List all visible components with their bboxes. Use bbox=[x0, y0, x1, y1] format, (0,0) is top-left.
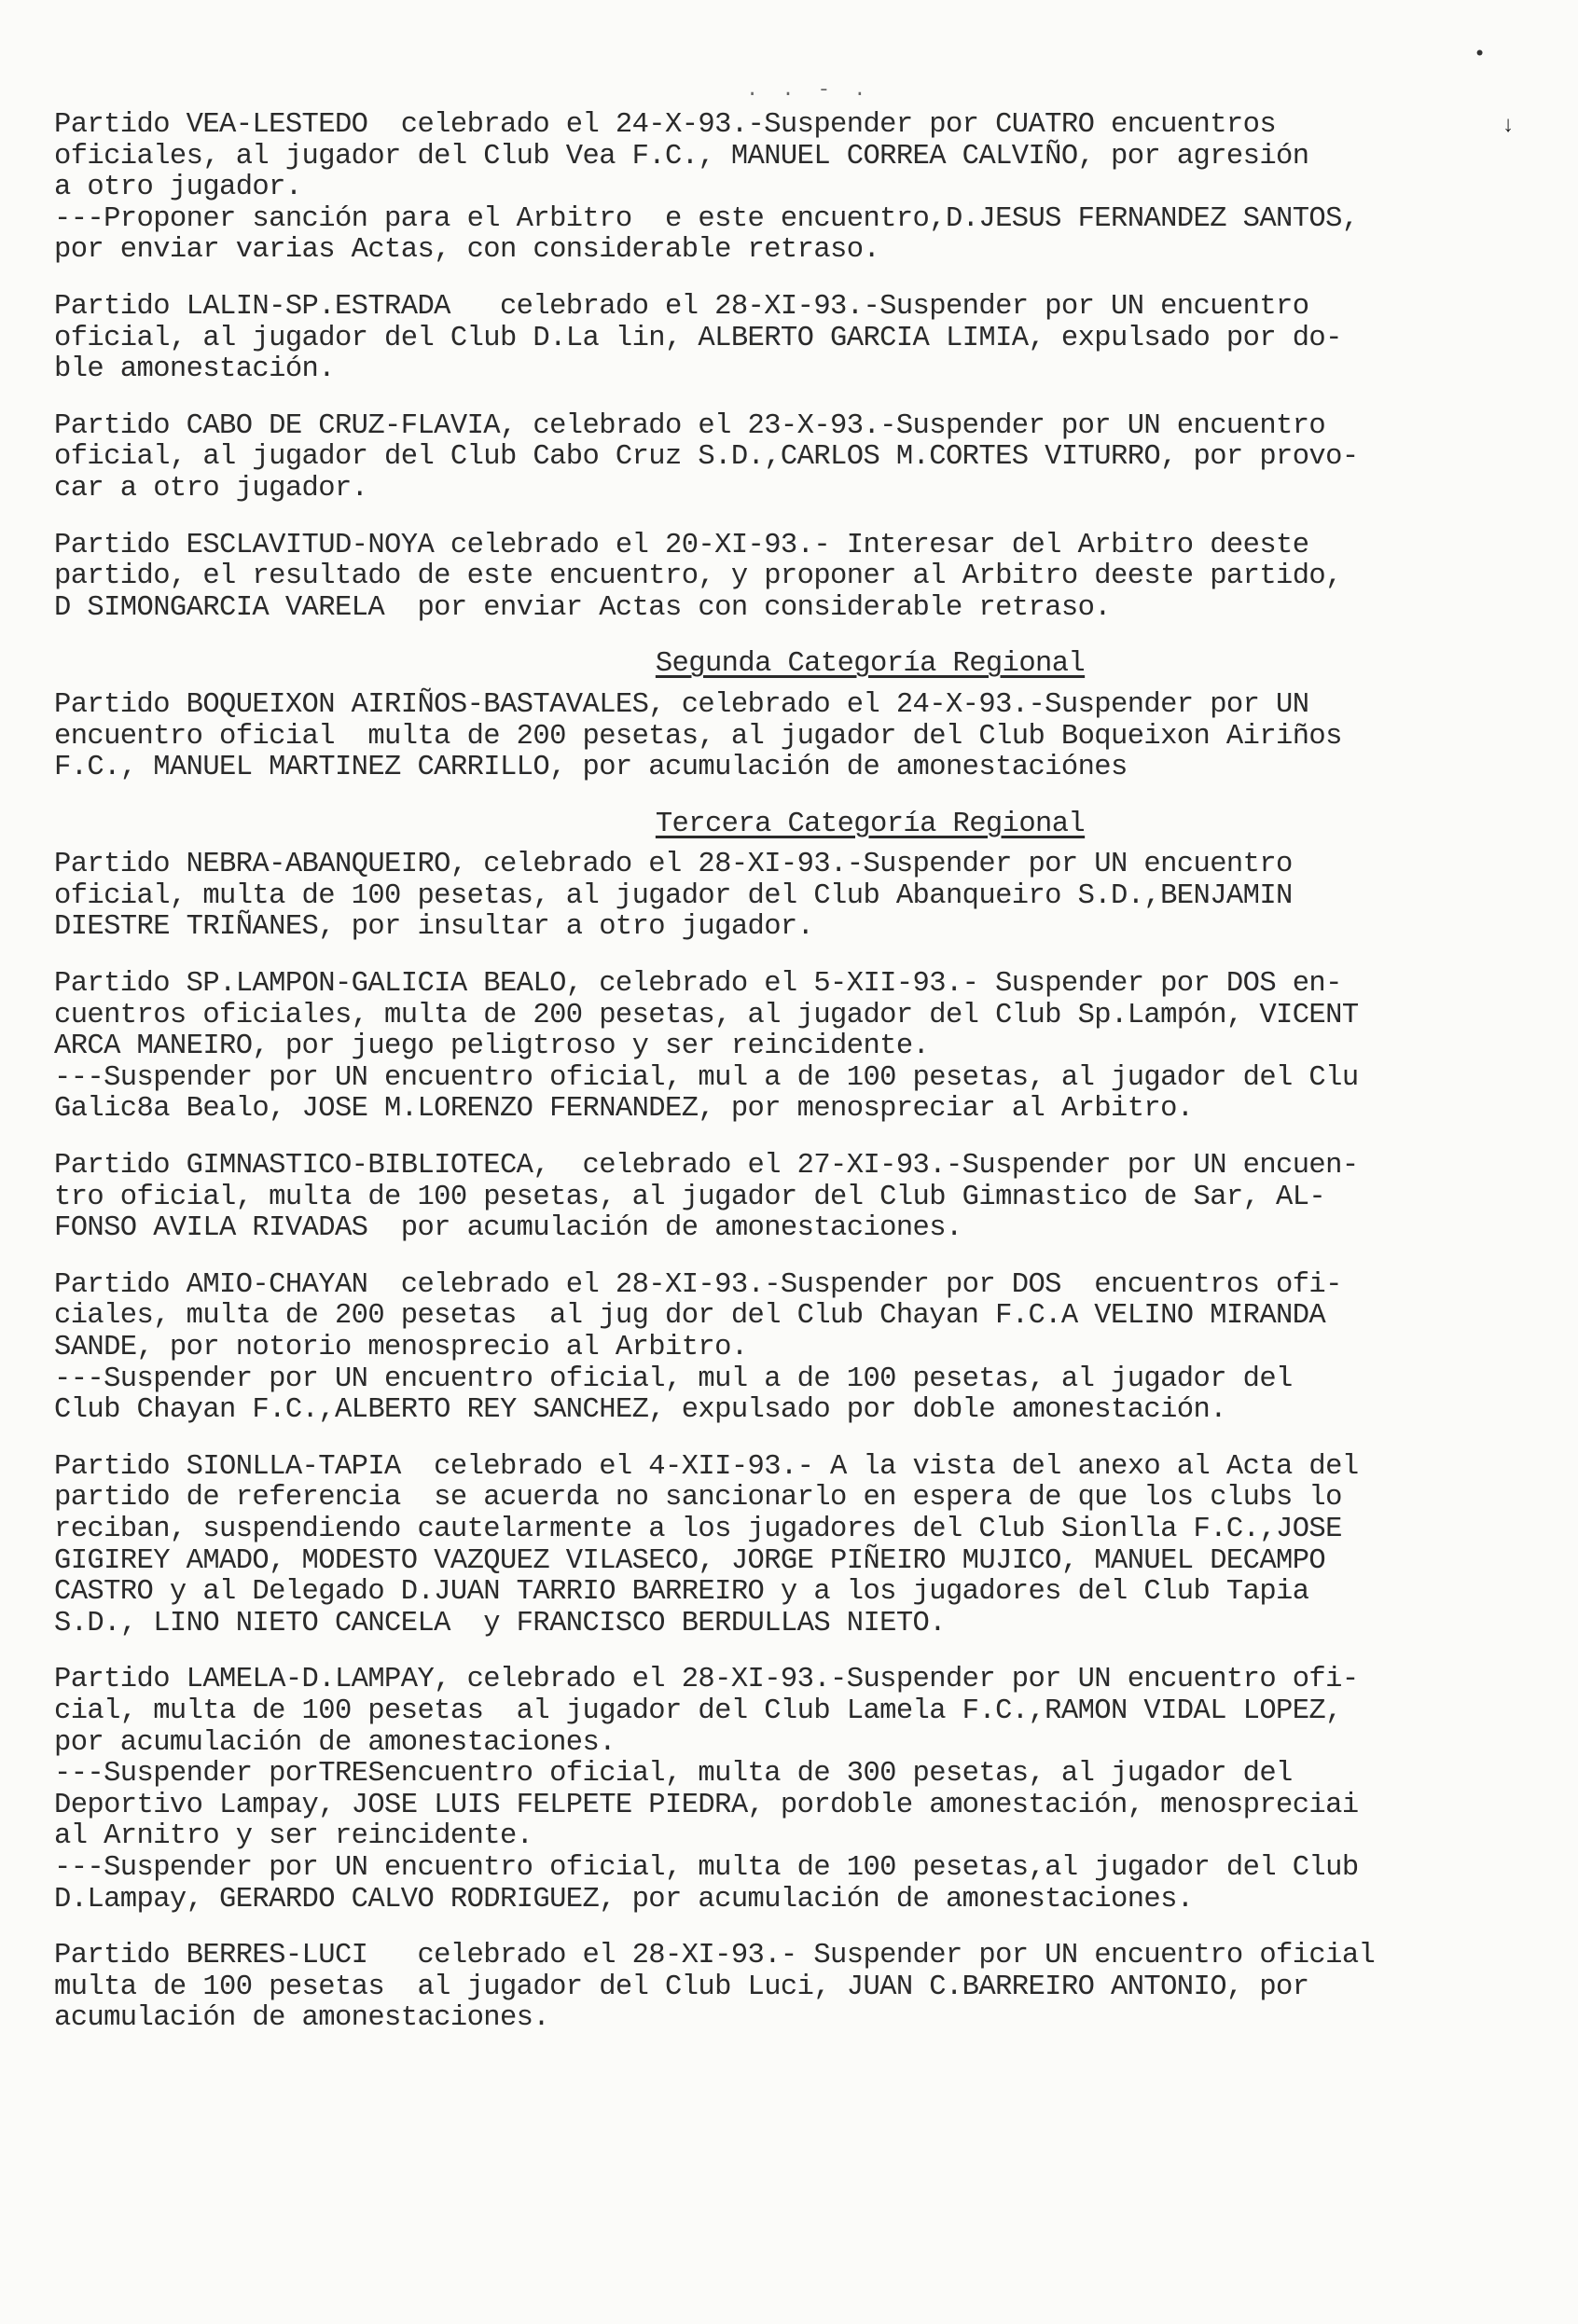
text-line: oficiales, al jugador del Club Vea F.C., MANUEL CORREA CALVIÑO, por agresión bbox=[54, 140, 1309, 173]
text-line: D.Lampay, GERARDO CALVO RODRIGUEZ, por acumulación de amonestaciones. bbox=[54, 1883, 1194, 1916]
text-line: ble amonestación. bbox=[54, 353, 335, 386]
resolution-paragraph bbox=[54, 1665, 1537, 1916]
text-line: car a otro jugador. bbox=[54, 472, 368, 505]
text-line: acumulación de amonestaciones. bbox=[54, 2002, 550, 2035]
resolution-paragraph bbox=[54, 1941, 1537, 2035]
text-line: Partido GIMNASTICO-BIBLIOTECA, celebrado el 27-XI-93.-Suspender por UN encuen- bbox=[54, 1150, 1359, 1183]
text-line: ---Suspender por UN encuentro oficial, multa de 100 pesetas,al jugador del Club bbox=[54, 1851, 1359, 1884]
text-line: Partido LAMELA-D.LAMPAY, celebrado el 28-XI-93.-Suspender por UN encuentro ofi- bbox=[54, 1664, 1359, 1696]
text-line: Partido LALIN-SP.ESTRADA celebrado el 28-XI-93.-Suspender por UN encuentro bbox=[54, 290, 1309, 323]
margin-mark: • bbox=[1474, 43, 1487, 66]
text-line: DIESTRE TRIÑANES, por insultar a otro jugador. bbox=[54, 911, 814, 944]
text-line: SANDE, por notorio menosprecio al Arbitro. bbox=[54, 1332, 748, 1363]
text-line: partido, el resultado de este encuentro, y proponer al Arbitro deeste partido, bbox=[54, 560, 1342, 593]
text-line: ARCA MANEIRO, por juego peligtroso y ser reincidente. bbox=[54, 1031, 930, 1063]
text-line: ciales, multa de 200 pesetas al jug dor del Club Chayan F.C.A VELINO MIRANDA bbox=[54, 1300, 1326, 1333]
resolution-paragraph bbox=[54, 1452, 1537, 1640]
text-line: D SIMONGARCIA VARELA por enviar Actas con considerable retraso. bbox=[54, 591, 1111, 624]
text-line: CASTRO y al Delegado D.JUAN TARRIO BARREIRO y a los jugadores del Club Tapia bbox=[54, 1576, 1309, 1609]
text-line: ---Suspender porTRESencuentro oficial, multa de 300 pesetas, al jugador del bbox=[54, 1758, 1293, 1791]
text-line: Partido BOQUEIXON AIRIÑOS-BASTAVALES, celebrado el 24-X-93.-Suspender por UN bbox=[54, 688, 1309, 721]
text-line: Partido ESCLAVITUD-NOYA celebrado el 20-XI-93.- Interesar del Arbitro deeste bbox=[54, 529, 1309, 561]
section-heading: Tercera Categoría Regional bbox=[655, 808, 1086, 840]
text-line: encuentro oficial multa de 200 pesetas, al jugador del Club Boqueixon Airiños bbox=[54, 720, 1342, 753]
text-line: oficial, multa de 100 pesetas, al jugador del Club Abanqueiro S.D.,BENJAMIN bbox=[54, 879, 1293, 912]
text-line: multa de 100 pesetas al jugador del Club Luci, JUAN C.BARREIRO ANTONIO, por bbox=[54, 1971, 1309, 2003]
resolution-paragraph bbox=[54, 1270, 1537, 1427]
text-line: GIGIREY AMADO, MODESTO VAZQUEZ VILASECO, JORGE PIÑEIRO MUJICO, MANUEL DECAMPO bbox=[54, 1544, 1326, 1577]
arrow-icon: ↓ bbox=[1502, 114, 1516, 139]
text-line: por enviar varias Actas, con considerable retraso. bbox=[54, 234, 880, 267]
text-line: Deportivo Lampay, JOSE LUIS FELPETE PIEDRA, pordoble amonestación, menospreciai bbox=[54, 1789, 1359, 1821]
section-heading: Segunda Categoría Regional bbox=[655, 648, 1086, 681]
text-line: Partido AMIO-CHAYAN celebrado el 28-XI-93.-Suspender por DOS encuentros ofi- bbox=[54, 1268, 1342, 1301]
text-line: oficial, al jugador del Club Cabo Cruz S.D.,CARLOS M.CORTES VITURRO, por provo- bbox=[54, 441, 1359, 474]
text-line: Partido NEBRA-ABANQUEIRO, celebrado el 28-XI-93.-Suspender por UN encuentro bbox=[54, 849, 1293, 881]
text-line: Galic8a Bealo, JOSE M.LORENZO FERNANDEZ, por menospreciar al Arbitro. bbox=[54, 1093, 1194, 1126]
text-line: reciban, suspendiendo cautelarmente a los jugadores del Club Sionlla F.C.,JOSE bbox=[54, 1513, 1342, 1545]
text-line: al Arnitro y ser reincidente. bbox=[54, 1820, 533, 1853]
text-line: cuentros oficiales, multa de 200 pesetas, al jugador del Club Sp.Lampón, VICENT bbox=[54, 999, 1359, 1031]
text-line: ---Suspender por UN encuentro oficial, mul a de 100 pesetas, al jugador del Clu bbox=[54, 1061, 1359, 1094]
text-line: ---Proponer sanción para el Arbitro e este encuentro,D.JESUS FERNANDEZ SANTOS, bbox=[54, 202, 1359, 235]
margin-dots: . . - . bbox=[746, 78, 872, 102]
text-line: Club Chayan F.C.,ALBERTO REY SANCHEZ, expulsado por doble amonestación. bbox=[54, 1394, 1226, 1427]
resolution-paragraph bbox=[54, 969, 1537, 1126]
text-line: FONSO AVILA RIVADAS por acumulación de amonestaciones. bbox=[54, 1212, 962, 1245]
text-line: Partido VEA-LESTEDO celebrado el 24-X-93.-Suspender por CUATRO encuentros bbox=[54, 109, 1277, 141]
resolution-paragraph bbox=[54, 690, 1537, 784]
text-line: a otro jugador. bbox=[54, 172, 302, 204]
text-line: S.D., LINO NIETO CANCELA y FRANCISCO BERDULLAS NIETO. bbox=[54, 1607, 946, 1639]
resolution-paragraph bbox=[54, 1151, 1537, 1245]
text-line: Partido BERRES-LUCI celebrado el 28-XI-93.- Suspender por UN encuentro oficial bbox=[54, 1940, 1376, 1972]
text-line: Partido SIONLLA-TAPIA celebrado el 4-XII-93.- A la vista del anexo al Acta del bbox=[54, 1450, 1359, 1483]
text-line: Partido CABO DE CRUZ-FLAVIA, celebrado el 23-X-93.-Suspender por UN encuentro bbox=[54, 409, 1326, 442]
text-line: tro oficial, multa de 100 pesetas, al jugador del Club Gimnastico de Sar, AL- bbox=[54, 1181, 1326, 1213]
resolution-paragraph bbox=[54, 110, 1537, 267]
text-line: cial, multa de 100 pesetas al jugador del Club Lamela F.C.,RAMON VIDAL LOPEZ, bbox=[54, 1695, 1342, 1727]
document-body bbox=[54, 110, 1537, 2060]
resolution-paragraph bbox=[54, 292, 1537, 386]
text-line: Partido SP.LAMPON-GALICIA BEALO, celebrado el 5-XII-93.- Suspender por DOS en- bbox=[54, 968, 1342, 1001]
resolution-paragraph bbox=[54, 850, 1537, 944]
text-line: partido de referencia se acuerda no sancionarlo en espera de que los clubs lo bbox=[54, 1482, 1342, 1515]
text-line: F.C., MANUEL MARTINEZ CARRILLO, por acumulación de amonestaciónes bbox=[54, 752, 1128, 784]
text-line: por acumulación de amonestaciones. bbox=[54, 1726, 616, 1759]
text-line: oficial, al jugador del Club D.La lin, ALBERTO GARCIA LIMIA, expulsado por do- bbox=[54, 322, 1342, 354]
text-line: ---Suspender por UN encuentro oficial, mul a de 100 pesetas, al jugador del bbox=[54, 1363, 1293, 1395]
resolution-paragraph bbox=[54, 531, 1537, 625]
resolution-paragraph bbox=[54, 411, 1537, 505]
